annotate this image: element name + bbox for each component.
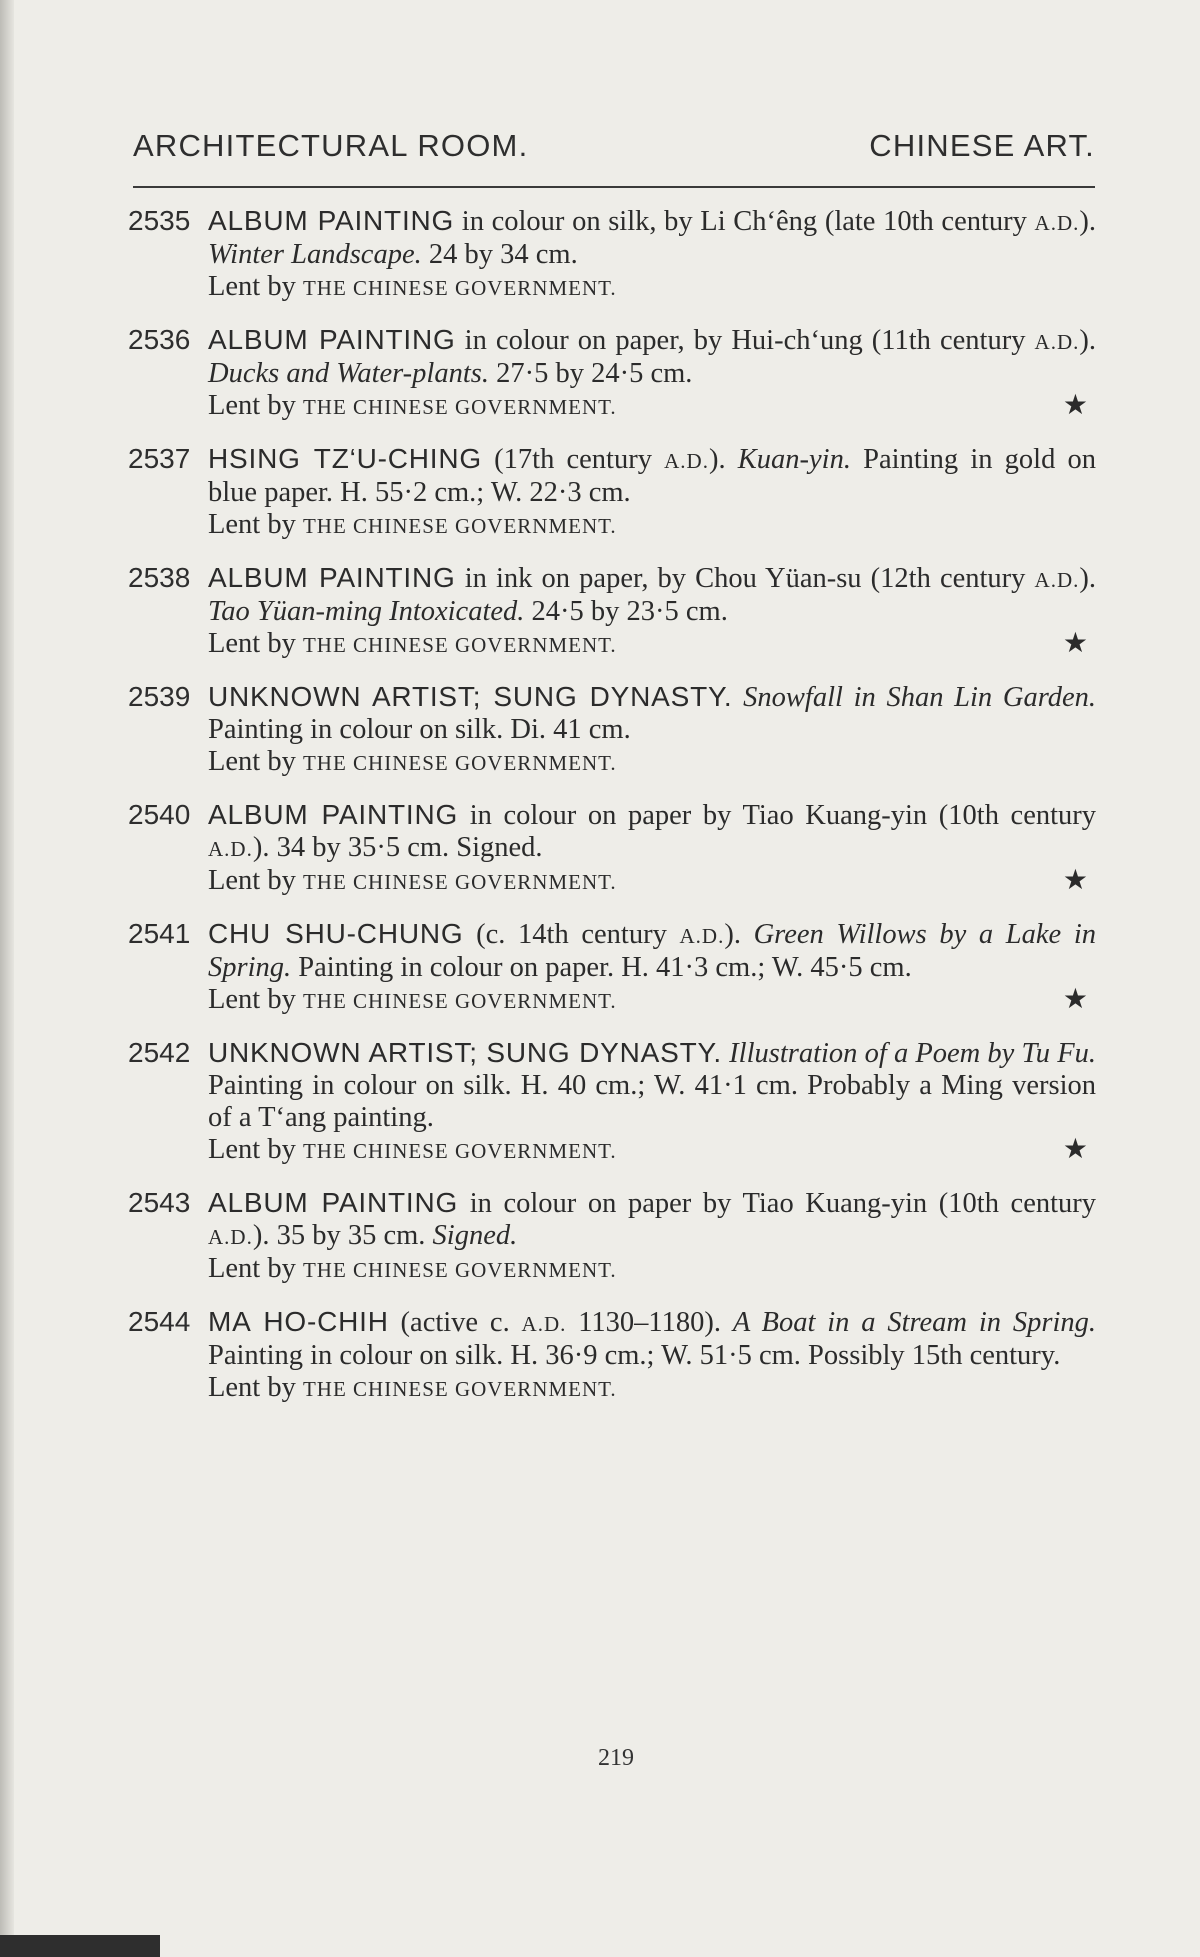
lender-name: THE CHINESE GOVERNMENT.: [302, 1377, 617, 1401]
scan-background: [0, 1935, 160, 1957]
lender-credit: [208, 984, 617, 1017]
entry-number: 2535: [128, 205, 191, 236]
lent-by-label: Lent by: [208, 1134, 296, 1165]
entry-number: 2537: [128, 443, 191, 474]
entry-description: [208, 918, 1096, 984]
description-text: [732, 682, 743, 713]
description-text: ).: [724, 919, 754, 950]
artwork-title: Illustration of a Poem by Tu Fu.: [729, 1038, 1096, 1069]
lender-name: THE CHINESE GOVERNMENT.: [302, 1139, 617, 1163]
page-gutter-edge: [0, 0, 14, 1957]
entry-body: [208, 1037, 1096, 1167]
entry-body: [208, 681, 1096, 779]
lender-line: [208, 390, 1096, 423]
entry-description: [208, 562, 1096, 628]
lender-line: [208, 865, 1096, 898]
lender-name: THE CHINESE GOVERNMENT.: [302, 870, 617, 894]
entry-body: [208, 1187, 1096, 1286]
description-text: ).: [1079, 206, 1097, 237]
entry-number: 2538: [128, 562, 191, 593]
dimensions-text: Painting in colour on paper. H. 41·3 cm.; W. 45·5 cm.: [291, 952, 912, 983]
running-header: [133, 128, 1095, 164]
description-text: ).: [1079, 563, 1096, 594]
catalogue-entries: [128, 205, 1096, 1425]
artist-or-object-name: UNKNOWN ARTIST; SUNG DYNASTY.: [208, 681, 733, 712]
lender-credit: [208, 1253, 617, 1286]
lender-name: THE CHINESE GOVERNMENT.: [302, 1258, 617, 1282]
entry-body: [208, 324, 1096, 423]
artwork-title: Tao Yüan-ming Intoxicated.: [208, 596, 525, 627]
entry-number: 2540: [128, 799, 191, 830]
entry-number: 2542: [128, 1037, 191, 1068]
header-left: ARCHITECTURAL ROOM.: [133, 128, 529, 163]
catalogue-entry: [128, 918, 1096, 1017]
description-text: in ink on paper, by Chou Yüan-su (12th century: [455, 563, 1035, 594]
lender-line: [208, 1372, 1096, 1405]
dimensions-text: Painting in colour on silk. H. 40 cm.; W. 41·1 cm. Probably a Ming version of a T‘ang painting.: [208, 1070, 1096, 1133]
lent-by-label: Lent by: [208, 509, 296, 540]
era-abbreviation: A.D.: [208, 837, 253, 861]
era-abbreviation: A.D.: [1034, 330, 1080, 354]
lender-line: [208, 271, 1096, 304]
description-text: ). 35 by 35 cm.: [252, 1220, 433, 1251]
lent-by-label: Lent by: [208, 628, 296, 659]
lender-credit: [208, 865, 617, 898]
lender-credit: [208, 1372, 617, 1405]
artwork-title: Kuan-yin.: [737, 444, 851, 475]
era-abbreviation: A.D.: [208, 1225, 253, 1249]
entry-number: 2543: [128, 1187, 191, 1218]
era-abbreviation: A.D.: [521, 1312, 567, 1336]
dimensions-text: Painting in colour on silk. H. 36·9 cm.; W. 51·5 cm. Possibly 15th century.: [208, 1340, 1061, 1371]
description-text: (c. 14th century: [463, 919, 680, 950]
entry-description: [208, 1306, 1096, 1372]
artist-or-object-name: UNKNOWN ARTIST; SUNG DYNASTY.: [208, 1037, 722, 1068]
lender-credit: [208, 746, 617, 779]
dimensions-text: Painting in gold on blue paper. H. 55·2 cm.; W. 22·3 cm.: [208, 444, 1097, 508]
era-abbreviation: A.D.: [664, 449, 709, 473]
description-text: 1130–1180).: [566, 1307, 733, 1338]
entry-body: [208, 562, 1096, 661]
lender-name: THE CHINESE GOVERNMENT.: [302, 633, 617, 657]
entry-number: 2536: [128, 324, 191, 355]
entry-description: [208, 443, 1096, 509]
description-text: in colour on paper, by Hui-ch‘ung (11th century: [455, 325, 1035, 356]
catalogue-entry: [128, 443, 1096, 542]
header-right: CHINESE ART.: [869, 128, 1095, 163]
dimensions-text: 24 by 34 cm.: [421, 239, 578, 270]
catalogue-entry: [128, 205, 1096, 304]
description-text: in colour on paper by Tiao Kuang-yin (10th century: [458, 800, 1097, 831]
star-icon: ★: [1062, 865, 1088, 896]
dimensions-text: 27·5 by 24·5 cm.: [488, 358, 693, 389]
artwork-title: A Boat in a Stream in Spring.: [732, 1307, 1096, 1338]
lender-line: [208, 1134, 1096, 1167]
lent-by-label: Lent by: [208, 746, 296, 777]
catalogue-entry: [128, 324, 1096, 423]
description-text: ).: [708, 444, 738, 475]
entry-body: [208, 443, 1096, 542]
lender-name: THE CHINESE GOVERNMENT.: [302, 395, 617, 419]
artwork-title: Snowfall in Shan Lin Garden.: [743, 682, 1096, 713]
artist-or-object-name: ALBUM PAINTING: [208, 562, 456, 593]
artist-or-object-name: ALBUM PAINTING: [208, 1187, 459, 1218]
header-rule: [133, 186, 1095, 188]
entry-body: [208, 799, 1096, 898]
page-number: 219: [598, 1745, 634, 1771]
entry-body: [208, 205, 1096, 304]
entry-description: [208, 681, 1096, 746]
lender-credit: [208, 271, 617, 304]
artwork-title: Green Willows by a Lake in Spring.: [208, 919, 1096, 983]
catalogue-entry: [128, 1187, 1096, 1286]
entry-number: 2541: [128, 918, 191, 949]
lent-by-label: Lent by: [208, 1372, 296, 1403]
artwork-title: Signed.: [432, 1220, 518, 1251]
description-text: in colour on silk, by Li Ch‘êng (late 10th century: [454, 206, 1035, 237]
catalogue-entry: [128, 1037, 1096, 1167]
entry-description: [208, 324, 1096, 390]
lent-by-label: Lent by: [208, 390, 296, 421]
entry-description: [208, 799, 1096, 865]
catalogue-entry: [128, 799, 1096, 898]
lender-line: [208, 1253, 1096, 1286]
lender-credit: [208, 628, 617, 661]
star-icon: ★: [1062, 390, 1088, 421]
artwork-title: Winter Landscape.: [208, 239, 422, 270]
lender-line: [208, 628, 1096, 661]
era-abbreviation: A.D.: [1034, 211, 1080, 235]
entry-body: [208, 1306, 1096, 1405]
description-text: ).: [1079, 325, 1096, 356]
lender-line: [208, 984, 1096, 1017]
entry-description: [208, 1187, 1096, 1253]
artist-or-object-name: HSING TZ‘U-CHING: [208, 443, 482, 474]
dimensions-text: Painting in colour on silk. Di. 41 cm.: [208, 714, 631, 745]
lent-by-label: Lent by: [208, 865, 296, 896]
description-text: ). 34 by 35·5 cm. Signed.: [252, 832, 543, 863]
entry-body: [208, 918, 1096, 1017]
lender-line: [208, 509, 1096, 542]
catalogue-entry: [128, 1306, 1096, 1405]
entry-number: 2539: [128, 681, 191, 712]
artist-or-object-name: CHU SHU-CHUNG: [208, 918, 464, 949]
star-icon: ★: [1062, 1134, 1088, 1165]
catalogue-entry: [128, 681, 1096, 779]
description-text: (17th century: [482, 444, 665, 475]
artwork-title: Ducks and Water-plants.: [208, 358, 489, 389]
lender-line: [208, 746, 1096, 779]
star-icon: ★: [1062, 984, 1088, 1015]
entry-description: [208, 1037, 1096, 1134]
lent-by-label: Lent by: [208, 984, 296, 1015]
artist-or-object-name: ALBUM PAINTING: [208, 205, 455, 236]
era-abbreviation: A.D.: [679, 924, 725, 948]
dimensions-text: 24·5 by 23·5 cm.: [524, 596, 728, 627]
artist-or-object-name: MA HO-CHIH: [208, 1306, 389, 1337]
lender-name: THE CHINESE GOVERNMENT.: [302, 514, 617, 538]
description-text: in colour on paper by Tiao Kuang-yin (10th century: [458, 1188, 1097, 1219]
lender-name: THE CHINESE GOVERNMENT.: [302, 276, 617, 300]
lender-credit: [208, 1134, 617, 1167]
entry-number: 2544: [128, 1306, 191, 1337]
description-text: (active c.: [388, 1307, 522, 1338]
lender-credit: [208, 509, 617, 542]
lender-name: THE CHINESE GOVERNMENT.: [302, 989, 617, 1013]
era-abbreviation: A.D.: [1034, 568, 1080, 592]
lent-by-label: Lent by: [208, 271, 296, 302]
lent-by-label: Lent by: [208, 1253, 296, 1284]
catalogue-entry: [128, 562, 1096, 661]
lender-name: THE CHINESE GOVERNMENT.: [302, 751, 617, 775]
entry-description: [208, 205, 1096, 271]
artist-or-object-name: ALBUM PAINTING: [208, 799, 459, 830]
lender-credit: [208, 390, 617, 423]
artist-or-object-name: ALBUM PAINTING: [208, 324, 456, 355]
star-icon: ★: [1062, 628, 1088, 659]
